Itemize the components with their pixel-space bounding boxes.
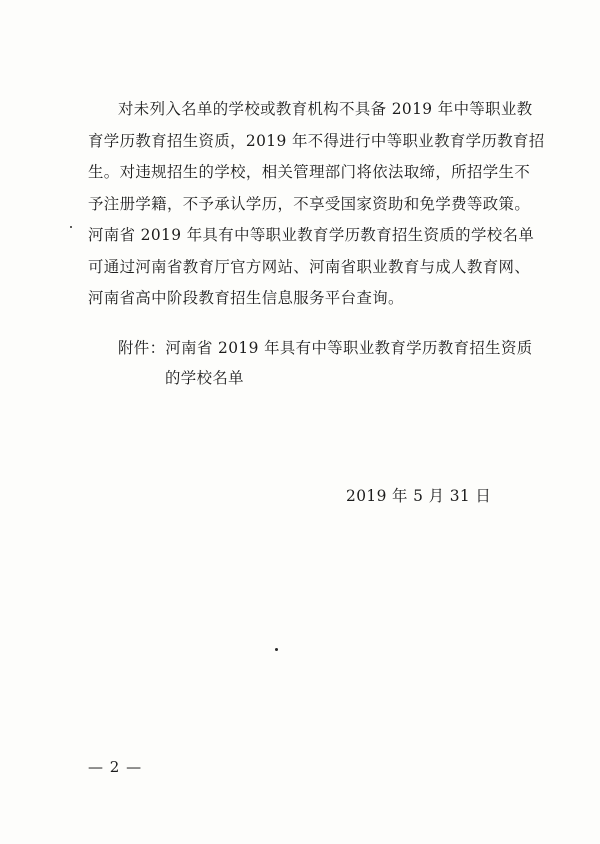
attachment-line-1: 附件：河南省 2019 年具有中等职业教育学历教育招生资质 bbox=[118, 339, 533, 357]
paragraph-line: 育学历教育招生资质，2019 年不得进行中等职业教育学历教育招 bbox=[88, 131, 545, 150]
paragraph-line: 予注册学籍，不予承认学历，不享受国家资助和免学费等政策。 bbox=[88, 194, 531, 213]
attachment-line-2: 的学校名单 bbox=[165, 369, 244, 387]
paragraph-line: 可通过河南省教育厅官方网站、河南省职业教育与成人教育网、 bbox=[88, 257, 531, 276]
page-number: — 2 — bbox=[88, 758, 143, 776]
attachment-note bbox=[118, 333, 538, 393]
paragraph-line: 生。对违规招生的学校，相关管理部门将依法取缔，所招学生不 bbox=[88, 163, 531, 181]
document-date: 2019 年 5 月 31 日 bbox=[346, 487, 492, 505]
scan-speck bbox=[275, 648, 278, 651]
paragraph-line: 河南省高中阶段教育招生信息服务平台查询。 bbox=[88, 289, 404, 307]
body-paragraph bbox=[88, 94, 545, 315]
scan-speck bbox=[70, 226, 72, 228]
paragraph-line: 对未列入名单的学校或教育机构不具备 2019 年中等职业教 bbox=[118, 100, 533, 118]
paragraph-line: 河南省 2019 年具有中等职业教育学历教育招生资质的学校名单 bbox=[88, 226, 535, 244]
